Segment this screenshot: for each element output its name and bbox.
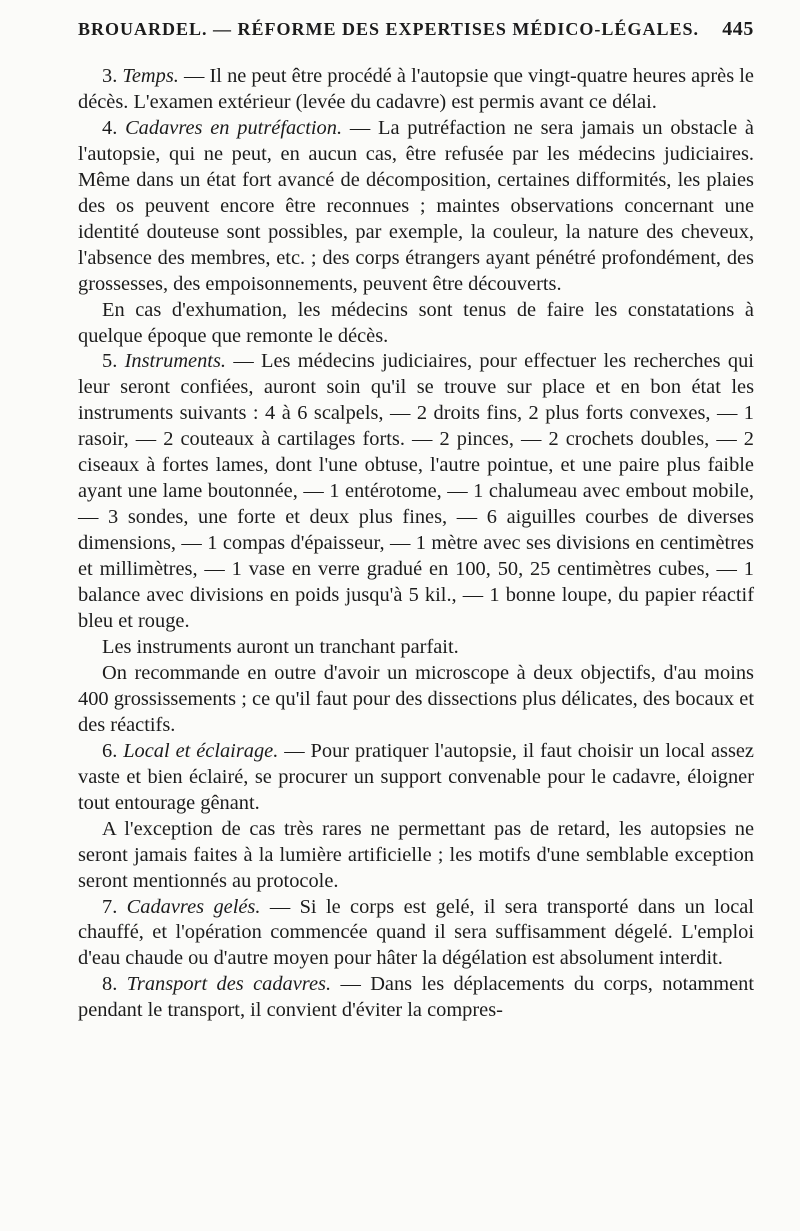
paragraph-local-eclairage bbox=[78, 739, 754, 817]
paragraph-number: 6. bbox=[102, 739, 118, 762]
paragraph-title: Cadavres gelés. bbox=[126, 895, 261, 918]
paragraph-title: Cadavres en putréfaction. bbox=[125, 116, 343, 139]
paragraph-title: Local et éclairage. bbox=[123, 739, 279, 762]
paragraph-cadavres-geles bbox=[78, 895, 754, 973]
paragraph-microscope bbox=[78, 661, 754, 739]
paragraph-text: — Dans les déplacements du corps, notamment pendant le transport, il convient d'éviter la compres- bbox=[78, 973, 755, 1022]
paragraph-number: 3. bbox=[102, 65, 118, 87]
paragraph-temps bbox=[78, 64, 754, 116]
paragraph-text: En cas d'exhumation, les médecins sont tenus de faire les constatations à quelque époque que remonte le décès. bbox=[78, 298, 754, 347]
paragraph-lumiere-artificielle bbox=[78, 817, 754, 895]
paragraph-text: A l'exception de cas très rares ne permettant pas de retard, les autopsies ne seront jamais faites à la lumière artificielle ; les motifs d'une semblable exception seront mentionnés au protocole. bbox=[78, 817, 754, 892]
paragraph-cadavres-putrefaction bbox=[78, 116, 754, 298]
paragraph-number: 8. bbox=[102, 973, 118, 996]
paragraph-title: Instruments. bbox=[124, 350, 226, 373]
running-head bbox=[78, 18, 754, 64]
paragraph-title: Transport des cadavres. bbox=[126, 973, 332, 996]
paragraph-transport bbox=[78, 972, 754, 1024]
paragraph-text: — Les médecins judiciaires, pour effectuer les recherches qui leur seront confiées, auront soin qu'il se trouve sur place et en bon état les instruments suivants : 4 à 6 scalpels, — 2 droits fins, 2 plus forts convexes, — 1 rasoir, — 2 couteaux à cartilages forts. — 2 pinces, — 2 crochets doubles, — 2 ciseaux à fortes lames, dont l'une obtuse, l'autre pointue, et une paire plus faible ayant une lame boutonnée, — 1 entérotome, — 1 chalumeau avec embout mobile, — 3 sondes, une forte et deux plus fines, — 6 aiguilles courbes de diverses dimensions, — 1 compas d'épaisseur, — 1 mètre avec ses divisions en centimètres et millimètres, — 1 vase en verre gradué en 100, 50, 25 centimètres cubes, — 1 balance avec divisions en poids jusqu'à 5 kil., — 1 bonne loupe, du papier réactif bleu et rouge. bbox=[78, 350, 754, 633]
paragraph-text: On recommande en outre d'avoir un microscope à deux objectifs, d'au moins 400 grossissements ; ce qu'il faut pour des dissections plus délicates, des bocaux et des réactifs. bbox=[78, 661, 754, 736]
paragraph-text: — Pour pratiquer l'autopsie, il faut choisir un local assez vaste et bien éclairé, se procurer un support convenable pour le cadavre, éloigner tout entourage gênant. bbox=[78, 739, 754, 814]
paragraph-number: 7. bbox=[102, 895, 118, 918]
running-title: BROUARDEL. — RÉFORME DES EXPERTISES MÉDICO-LÉGALES. bbox=[78, 19, 699, 39]
paragraph-number: 4. bbox=[102, 116, 118, 139]
paragraph-text: Les instruments auront un tranchant parfait. bbox=[102, 635, 459, 658]
page-number: 445 bbox=[722, 18, 754, 40]
paragraph-title: Temps. bbox=[122, 65, 179, 87]
paragraph-exhumation bbox=[78, 298, 754, 350]
paragraph-text: — Si le corps est gelé, il sera transporté dans un local chauffé, et l'opération commencée quand il sera suffisamment dégelé. L'emploi d'eau chaude ou d'autre moyen pour hâter la dégélation est absolument interdit. bbox=[78, 895, 754, 970]
paragraph-instruments bbox=[78, 349, 754, 634]
paragraph-tranchant bbox=[78, 635, 754, 661]
body-text bbox=[78, 64, 754, 1024]
paragraph-number: 5. bbox=[102, 350, 118, 373]
paragraph-text: — Il ne peut être procédé à l'autopsie que vingt-quatre heures après le décès. L'examen extérieur (levée du cadavre) est permis avant ce délai. bbox=[78, 65, 754, 113]
paragraph-text: — La putréfaction ne sera jamais un obstacle à l'autopsie, qui ne peut, en aucun cas, être refusée par les médecins judiciaires. Même dans un état fort avancé de décomposition, certaines difformités, les plaies des os peuvent encore être reconnues ; maintes observations concernant une identité douteuse sont possibles, par exemple, la couleur, la nature des cheveux, l'absence des membres, etc. ; des corps étrangers ayant pénétré profondément, des grossesses, des empoisonnements, peuvent être découverts. bbox=[78, 116, 754, 295]
